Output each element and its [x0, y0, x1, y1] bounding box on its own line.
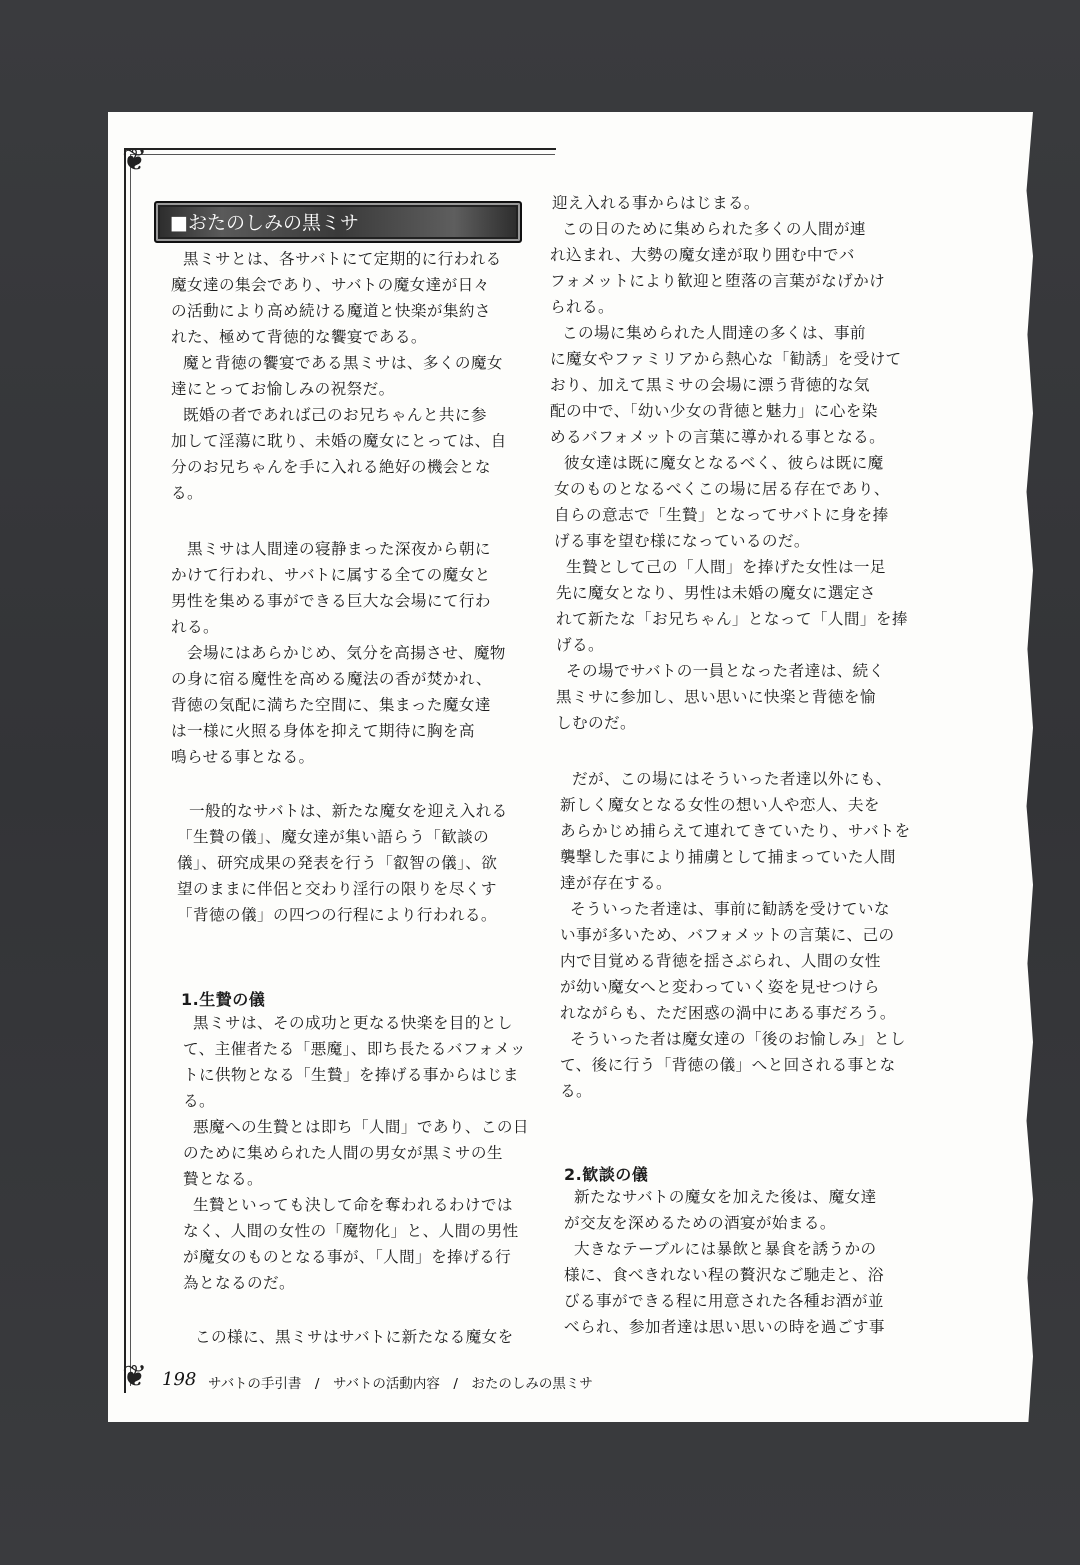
text-line: い事が多いため、バフォメットの言葉に、己の [560, 926, 895, 944]
text-line: 魔と背徳の饗宴である黒ミサは、多くの魔女 [183, 354, 503, 372]
text-line: 大きなテーブルには暴飲と暴食を誘うかの [574, 1240, 877, 1258]
text-line: の身に宿る魔性を高める魔法の香が焚かれ、 [171, 670, 492, 688]
text-line: る。 [183, 1092, 215, 1110]
page-number: 198 [162, 1369, 197, 1390]
text-line: に魔女やファミリアから熱心な「勧誘」を受けて [550, 350, 902, 368]
text-line: おり、加えて黒ミサの会場に漂う背徳的な気 [550, 376, 870, 394]
text-line: のために集められた人間の男女が黒ミサの生 [183, 1144, 503, 1162]
text-line: だが、この場にはそういった者達以外にも、 [572, 770, 892, 788]
text-line: れる。 [171, 618, 219, 636]
text-line: 新しく魔女となる女性の想い人や恋人、夫を [560, 796, 880, 814]
text-line: フォメットにより歓迎と堕落の言葉がなげかけ [550, 272, 886, 290]
text-line: は一様に火照る身体を抑えて期待に胸を高 [171, 722, 475, 740]
text-line: られる。 [550, 298, 614, 316]
text-line: 襲撃した事により捕虜として捕まっていた人間 [560, 848, 896, 866]
text-line: 新たなサバトの魔女を加えた後は、魔女達 [574, 1188, 877, 1206]
text-line: この様に、黒ミサはサバトに新たなる魔女を [195, 1328, 514, 1346]
text-line: 達にとってお愉しみの祝祭だ。 [171, 380, 395, 398]
text-line: の活動により高め続ける魔道と快楽が集約さ [171, 302, 491, 320]
text-line: 一般的なサバトは、新たな魔女を迎え入れる [189, 802, 508, 820]
text-line: 望のままに伴侶と交わり淫行の限りを尽くす [177, 880, 497, 898]
text-line: れて新たな「お兄ちゃん」となって「人間」を捧 [556, 610, 908, 628]
text-line: 生贄といっても決して命を奪われるわけでは [193, 1196, 513, 1214]
subheading-kandan: 2.歓談の儀 [564, 1165, 649, 1184]
section-title: ■おたのしみの黒ミサ [170, 212, 359, 234]
text-line: 男性を集める事ができる巨大な会場にて行わ [171, 592, 491, 610]
corner-ornament-icon: ❦ [122, 143, 148, 178]
text-line: 達が存在する。 [560, 874, 672, 892]
text-line: る。 [171, 484, 203, 502]
text-line: この日のために集められた多くの人間が連 [562, 220, 866, 238]
text-line: 女のものとなるべくこの場に居る存在であり、 [554, 480, 890, 498]
text-line: この場に集められた人間達の多くは、事前 [562, 324, 866, 342]
text-line: 「背徳の儀」の四つの行程により行われる。 [177, 906, 497, 924]
corner-ornament-icon: ❦ [122, 1359, 148, 1394]
text-line: 悪魔への生贄とは即ち「人間」であり、この日 [193, 1118, 529, 1136]
text-line: その場でサバトの一員となった者達は、続く [566, 662, 885, 680]
text-line: 黒ミサとは、各サバトにて定期的に行われる [183, 250, 502, 268]
text-line: 分のお兄ちゃんを手に入れる絶好の機会とな [171, 458, 491, 476]
text-line: そういった者達は、事前に勧誘を受けていな [570, 900, 890, 918]
section-title-banner [154, 201, 522, 243]
text-line: 鳴らせる事となる。 [171, 748, 315, 766]
text-line: げる。 [556, 636, 604, 654]
text-line: て、後に行う「背徳の儀」へと回される事とな [560, 1056, 896, 1074]
text-line: 彼女達は既に魔女となるべく、彼らは既に魔 [564, 454, 884, 472]
text-line: れながらも、ただ困惑の渦中にある事だろう。 [560, 1004, 896, 1022]
text-line: 先に魔女となり、男性は未婚の魔女に選定さ [556, 584, 876, 602]
text-line: 黒ミサに参加し、思い思いに快楽と背徳を愉 [556, 688, 876, 706]
text-line: 生贄として己の「人間」を捧げた女性は一足 [566, 558, 886, 576]
breadcrumb: サバトの手引書 / サバトの活動内容 / おたのしみの黒ミサ [208, 1376, 593, 1392]
text-line: 「生贄の儀」、魔女達が集い語らう「歓談の [177, 828, 490, 846]
text-line: 内で目覚める背徳を揺さぶられ、人間の女性 [560, 952, 881, 970]
text-line: れた、極めて背徳的な饗宴である。 [171, 328, 427, 346]
text-line: れ込まれ、大勢の魔女達が取り囲む中でバ [550, 246, 855, 264]
text-line: る。 [560, 1082, 592, 1100]
text-line: が魔女のものとなる事が、「人間」を捧げる行 [183, 1248, 512, 1266]
text-line: て、主催者たる「悪魔」、即ち長たるバフォメッ [183, 1040, 526, 1058]
subheading-ikenie: 1.生贄の儀 [181, 990, 266, 1009]
text-line: が幼い魔女へと変わっていく姿を見せつけら [560, 978, 880, 996]
text-line: トに供物となる「生贄」を捧げる事からはじま [183, 1066, 519, 1084]
page-footer [150, 1366, 750, 1396]
text-line: 配の中で、「幼い少女の背徳と魅力」に心を染 [550, 402, 878, 420]
text-line: びる事ができる程に用意された各種お酒が並 [564, 1292, 884, 1310]
text-line: 黒ミサは人間達の寝静まった深夜から朝に [187, 540, 491, 558]
text-line: 為となるのだ。 [183, 1274, 295, 1292]
text-line: 黒ミサは、その成功と更なる快楽を目的とし [193, 1014, 513, 1032]
text-line: めるバフォメットの言葉に導かれる事となる。 [550, 428, 886, 446]
text-line: 迎え入れる事からはじまる。 [552, 194, 760, 212]
text-line: 加して淫蕩に耽り、未婚の魔女にとっては、自 [171, 432, 507, 450]
text-line: 魔女達の集会であり、サバトの魔女達が日々 [171, 276, 490, 294]
text-line: あらかじめ捕らえて連れてきていたり、サバトを [560, 822, 911, 840]
text-line: 自らの意志で「生贄」となってサバトに身を捧 [554, 506, 889, 524]
text-line: しむのだ。 [556, 714, 636, 732]
text-line: 儀」、研究成果の発表を行う「叡智の儀」、欲 [177, 854, 498, 872]
text-line: 背徳の気配に満ちた空間に、集まった魔女達 [171, 696, 491, 714]
text-line: 贄となる。 [183, 1170, 263, 1188]
text-line: 様に、食べきれない程の贅沢なご馳走と、浴 [564, 1266, 884, 1284]
text-line: なく、人間の女性の「魔物化」と、人間の男性 [183, 1222, 519, 1240]
text-line: そういった者は魔女達の「後のお愉しみ」とし [570, 1030, 906, 1048]
text-line: 会場にはあらかじめ、気分を高揚させ、魔物 [187, 644, 506, 662]
text-line: げる事を望む様になっているのだ。 [554, 532, 810, 550]
text-line: べられ、参加者達は思い思いの時を過ごす事 [564, 1318, 885, 1336]
text-line: 既婚の者であれば己のお兄ちゃんと共に参 [183, 406, 487, 424]
text-line: かけて行われ、サバトに属する全ての魔女と [171, 566, 491, 584]
text-line: が交友を深めるための酒宴が始まる。 [564, 1214, 836, 1232]
